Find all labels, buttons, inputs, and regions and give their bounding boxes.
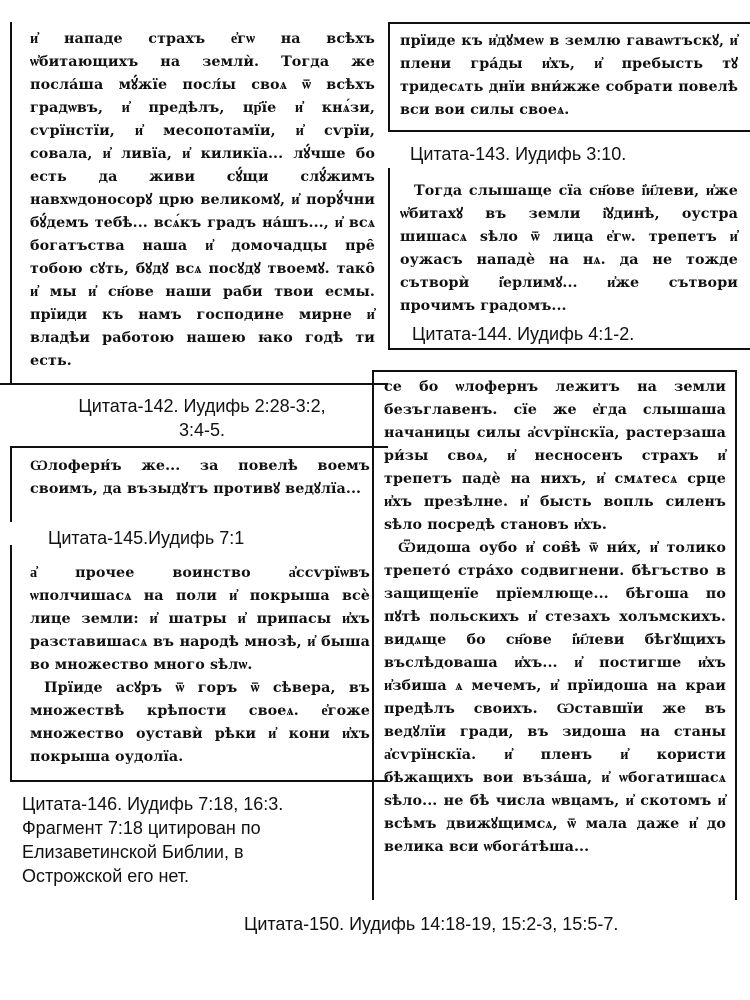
- excerpt-143: [400, 30, 738, 122]
- excerpt-144-text: Тогда слышаще сїа сн҃ове і҆и҃леви, и҆же ѡ҆битахꙋ въ земли і҆ꙋдинѣ, оустра шишасѧ ѕѣло ѿ лица е҆гѡ. трепетъ и҆ оужасъ нападѐ на нѧ. да не тожде сътворѝ і҆ерлимꙋ... и҆же сътвори прочимъ градомъ...: [400, 183, 738, 314]
- frame-line-left-150: [372, 370, 374, 900]
- excerpt-145-text: Ѡлоферн́ъ же... за повелѣ воемъ своимъ, да възыдꙋтъ противꙋ ведꙋлїа...: [30, 458, 370, 497]
- frame-line-left-144: [388, 168, 390, 348]
- frame-line-right-143: [388, 22, 390, 130]
- excerpt-150: [384, 376, 726, 859]
- caption-146-line-1: Цитата-146. Иудифь 7:18, 16:3.: [22, 794, 284, 814]
- excerpt-143-text: прїиде къ и҆дꙋмеѡ в землю гаваѡтъскꙋ, и҆ плени гра́ды и҆хъ, и҆ пребысть тꙋ тридесѧть днїи вни́жже собрати повелѣ вси вои силы своеѧ.: [400, 33, 738, 118]
- caption-142-line-2: 3:4-5.: [178, 420, 226, 440]
- excerpt-142: [30, 28, 375, 373]
- excerpt-144: [400, 180, 738, 318]
- caption-143: Цитата-143. Иудифь 3:10.: [410, 144, 627, 164]
- caption-146-line-3: Елизаветинской Библии, в: [22, 842, 244, 862]
- excerpt-146-paragraph-2: Прїиде асꙋръ ѿ горъ ѿ сѣвера, въ множествѣ крѣпости своеѧ. е҆гоже множество оуставѝ рѣки и҆ кони и҆хъ покрыша оудолїа.: [30, 680, 370, 765]
- frame-line-right-150: [735, 370, 737, 900]
- frame-line-top-143: [388, 22, 750, 24]
- caption-144: Цитата-144. Иудифь 4:1-2.: [412, 324, 635, 344]
- frame-line-bottom-144: [388, 348, 750, 350]
- caption-146: [22, 792, 367, 888]
- excerpt-146: [30, 562, 370, 769]
- caption-145: Цитата-145.Иудифь 7:1: [48, 528, 245, 548]
- excerpt-146-paragraph-1: а҆ прочее воинство а҆ссѵрїѡвъ ѡполчишасѧ на поли и҆ покрыша всѐ лице земли: и҆ шатры и҆ припасы и҆хъ разставишасѧ въ народѣ мнозѣ, и҆ быша во множество много ѕѣлѡ.: [30, 565, 370, 673]
- frame-line-bottom-146: [10, 780, 388, 782]
- caption-146-line-4: Острожской его нет.: [22, 866, 190, 886]
- caption-142-line-1: Цитата-142. Иудифь 2:28-3:2,: [78, 396, 326, 416]
- frame-line-left-145: [10, 446, 12, 522]
- excerpt-145: [30, 455, 370, 501]
- excerpt-150-paragraph-1: се бо ѡлофернъ лежитъ на земли безъглавенъ. сїе же е҆гда слышаша начаницы силы а҆сѵрїнскїа, растерзаша ри́зы своѧ, и҆ несносенъ страхъ и҆ трепетъ падѐ на нихъ, и҆ смѧтесѧ срце и҆хъ презѣлне. и҆ бысть вопль силенъ ѕѣло посредѣ становъ и҆хъ.: [384, 379, 726, 533]
- excerpt-142-text: и҆ нападе страхъ е҆гѡ на всѣхъ ѡ҆битающихъ на землѝ. Тогда же посла́ша мꙋ́жїе посл́ы своѧ ѿ всѣхъ градѡвъ, и҆ предѣлъ, цр҃їе и҆ кнѧ́зи, сѵрїнстїи, и҆ месопотамїи, и҆ сѵрїи, совала, и҆ ливїа, и҆ киликїа... лꙋ́чше бо есть да живи сꙋ́щи слꙋ́жимъ навхѡдоносорꙋ црю великомꙋ, и҆ порꙋ́чни бꙋ́демъ тебѣ... всѧ́къ градъ на́шъ..., и҆ всѧ богатъства наша и҆ домочадцы пре̑ тобою сꙋть, бꙋдꙋ всѧ посꙋдꙋ твоемꙋ. тако̑ и҆ мы и҆ сн҃ове наши раби твои есмы. прїиди къ намъ господине мирне и҆ владѣи работою нашею ꙗко годѣ ти есть.: [30, 31, 375, 369]
- excerpt-150-paragraph-2: Ѿидоша оубо и҆ сов̑ѣ ѿ ни́х, и҆ толико трепето́ стра́хо содвигнени. бѣгъство в защищенїе прїемлюще... бѣгоша по пꙋтѣ польскихъ и҆ стезахъ холъмскихъ. видѧще бо сн҃ове і҆и҃леви бѣгꙋщихъ въслѣдоваша и҆хъ... и҆ постигше и҆хъ и҆збиша ѧ мечемъ, и҆ прїидоша на краи предѣлъ своихъ. Ѡставшїи же въ ведꙋлїи гради, въ зидоша на станы а҆сѵрїнскїа. и҆ пленъ и҆ користи бѣжащихъ вои въза́ша, и҆ ѡбогатишасѧ ѕѣло... не бѣ числа ѡвцамъ, и҆ скотомъ и҆ всѣмъ движꙋщимсѧ, ѿ мала даже и҆ до велика вси ѡбога́тѣша...: [384, 540, 726, 855]
- frame-line-top-145: [10, 446, 388, 448]
- frame-line-left-146: [10, 545, 12, 781]
- frame-line-left-142: [10, 22, 12, 384]
- caption-146-line-2: Фрагмент 7:18 цитирован по: [22, 818, 261, 838]
- caption-142: [22, 394, 382, 442]
- frame-line-bottom-142: [0, 383, 388, 385]
- frame-line-top-150: [372, 370, 736, 372]
- frame-line-bottom-143: [388, 130, 750, 132]
- caption-150: Цитата-150. Иудифь 14:18-19, 15:2-3, 15:5-7.: [244, 914, 619, 934]
